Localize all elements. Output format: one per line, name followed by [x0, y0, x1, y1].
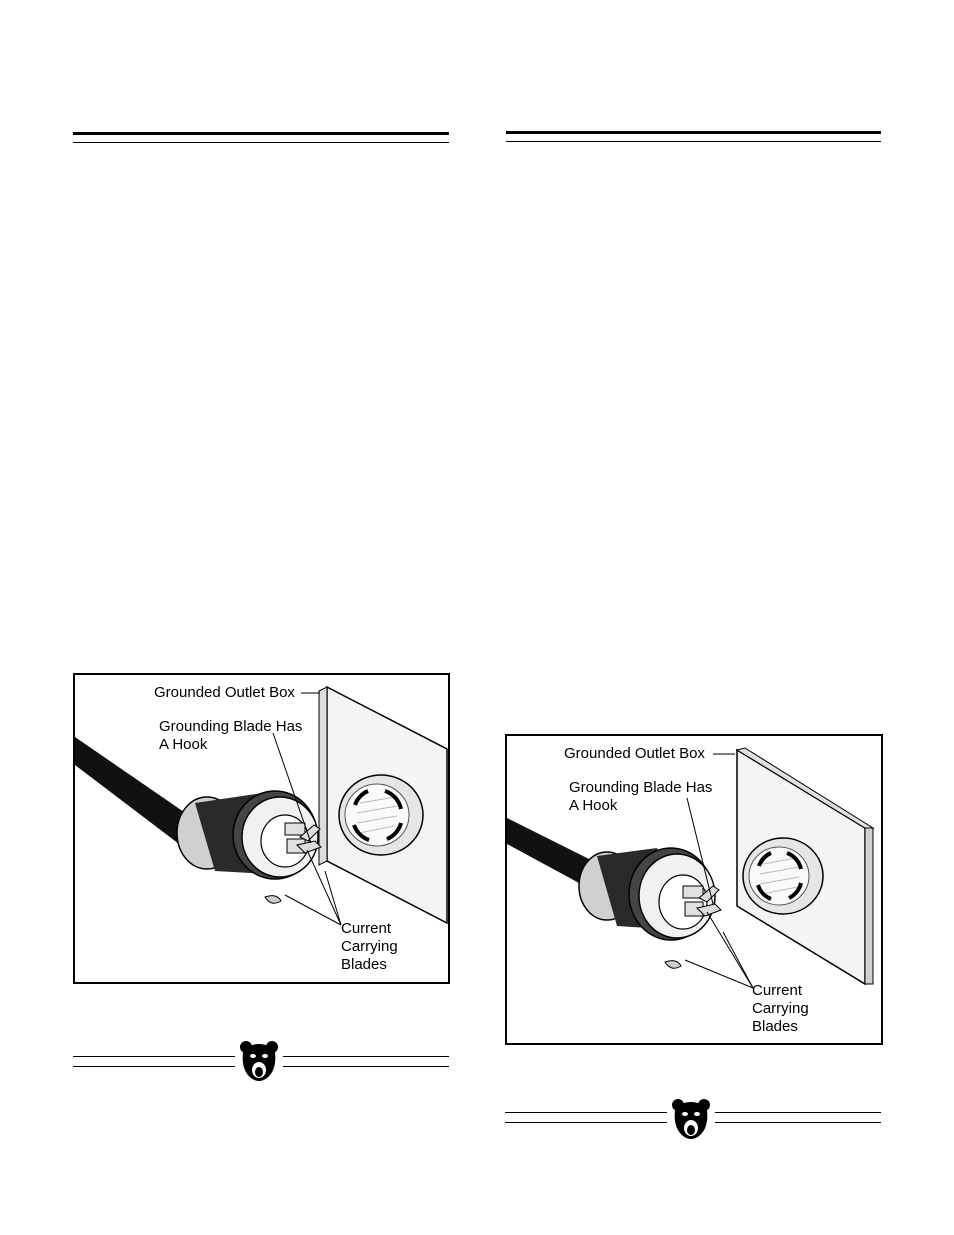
left-plug-figure [73, 673, 450, 984]
current-carrying-label-line3: Blades [341, 956, 387, 973]
grounding-blade-label-line1: Grounding Blade Has [159, 718, 303, 735]
grounded-outlet-box-label: Grounded Outlet Box [564, 745, 705, 762]
current-carrying-label-line1: Current [341, 920, 392, 937]
bear-head-icon [239, 1040, 279, 1084]
right-section-end-divider [505, 1098, 881, 1142]
grounding-blade-label-line2: A Hook [159, 736, 208, 753]
right-plug-figure [505, 734, 883, 1045]
bear-head-icon [671, 1098, 711, 1142]
left-section-end-divider [73, 1040, 449, 1084]
current-carrying-label-line2: Carrying [341, 938, 398, 955]
current-carrying-label-line1: Current [752, 982, 803, 999]
grounding-blade-label-line1: Grounding Blade Has [569, 779, 713, 796]
grounded-outlet-box-label: Grounded Outlet Box [154, 684, 295, 701]
current-carrying-label-line2: Carrying [752, 1000, 809, 1017]
current-carrying-label-line3: Blades [752, 1018, 798, 1035]
grounding-blade-label-line2: A Hook [569, 797, 618, 814]
